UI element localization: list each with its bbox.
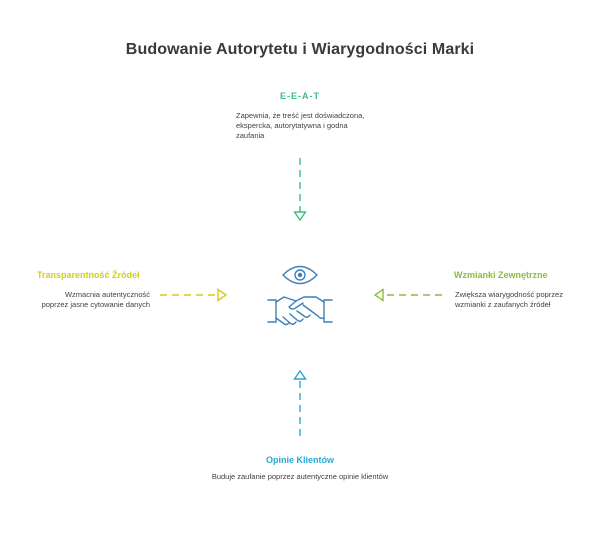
source-transparency-title: Transparentność Źródeł (37, 270, 140, 280)
eeat-title: E-E-A-T (280, 91, 320, 101)
external-mentions-description: Zwiększa wiarygodność poprzez wzmianki z zaufanych źródeł (455, 290, 563, 309)
customer-reviews-title: Opinie Klientów (265, 455, 334, 465)
external-mentions-title: Wzmianki Zewnętrzne (454, 270, 548, 280)
handshake-icon (268, 297, 332, 325)
eeat-description: Zapewnia, że treść jest doświadczona, ekspercka, autorytatywna i godna zaufania (236, 111, 365, 140)
right-arrow (375, 290, 442, 301)
diagram-title: Budowanie Autorytetu i Wiarygodności Marki (125, 41, 475, 58)
bottom-arrow (295, 371, 306, 436)
left-arrow (160, 290, 226, 301)
source-transparency-description: Wzmacnia autentyczność poprzez jasne cytowanie danych (41, 290, 150, 309)
eye-icon (283, 267, 317, 284)
top-arrow (295, 158, 306, 220)
customer-reviews-description: Buduje zaufanie poprzez autentyczne opinie klientów (211, 472, 389, 481)
